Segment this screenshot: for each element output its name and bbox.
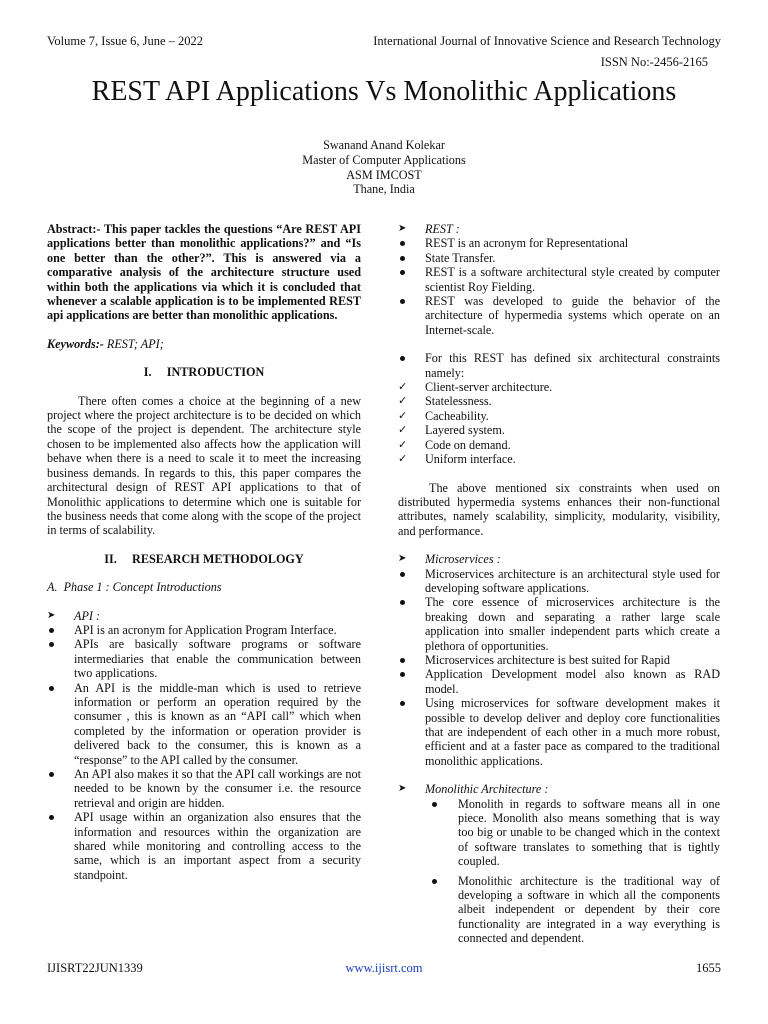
footer-page-number: 1655 (696, 961, 721, 975)
constraint-item (398, 438, 720, 452)
bullet-icon (47, 637, 67, 651)
subsection-phase-1: A. Phase 1 : Concept Introductions (47, 580, 222, 595)
keywords-label: Keywords:- (47, 336, 104, 351)
list-item (398, 351, 720, 380)
bullet-icon (430, 797, 450, 811)
list-item (398, 797, 720, 869)
constraint-text: Uniform interface. (425, 452, 516, 467)
list-item (398, 236, 720, 250)
footer-id: IJISRT22JUN1339 (47, 961, 143, 975)
author-location: Thane, India (353, 182, 415, 197)
list-item (398, 874, 720, 946)
constraint-item (398, 380, 720, 394)
constraint-item (398, 423, 720, 437)
list-item (47, 767, 361, 810)
list-item (47, 681, 361, 767)
bullet-icon (398, 667, 418, 681)
list-item-text: REST was developed to guide the behavior of the architecture of hypermedia systems which operate on an Internet-scale. (425, 294, 720, 337)
footer-url-link[interactable]: www.ijisrt.com (345, 961, 423, 975)
rest-heading-label: REST : (425, 222, 460, 236)
list-item (398, 595, 720, 653)
list-item-text: Using microservices for software development makes it possible to develop deliver and deploy core functionalities that are independent of each other in a much more robust, efficient and at a faster pace as compared to the traditional monolithic applications. (425, 696, 720, 768)
list-item-text: REST is a software architectural style created by computer scientist Roy Fielding. (425, 265, 720, 294)
list-item-text: The core essence of microservices architecture is the breaking down and separating a rather large scale application into smaller independent parts which create a plethora of opportunities. (425, 595, 720, 653)
keywords-value: REST; API; (106, 336, 164, 351)
list-item (47, 623, 361, 637)
constraint-text: Cacheability. (425, 408, 489, 423)
bullet-icon (398, 653, 418, 667)
bullet-icon (398, 595, 418, 609)
author-institute: ASM IMCOST (346, 167, 422, 182)
api-heading-label: API : (74, 608, 101, 623)
author-block (0, 138, 768, 197)
list-item (398, 567, 720, 596)
check-icon: ✓ (398, 452, 408, 466)
abstract (47, 222, 361, 323)
bullet-icon (398, 294, 418, 308)
list-item (398, 294, 720, 337)
list-item (398, 696, 720, 768)
right-column (398, 222, 720, 946)
constraint-text: Client-server architecture. (425, 380, 553, 395)
monolithic-heading (398, 782, 720, 796)
list-item-text: Monolithic architecture is the traditional way of developing a software in which all the components albeit independent or dependent by their core functionality are integrated in a way everything is connected and dependent. (458, 873, 720, 946)
monolithic-sublist (398, 797, 720, 946)
bullet-icon (398, 351, 418, 365)
api-heading (47, 609, 361, 623)
header-volume: Volume 7, Issue 6, June – 2022 (47, 34, 204, 48)
microservices-heading (398, 552, 720, 566)
arrow-icon: ➤ (47, 609, 56, 621)
constraint-item (398, 394, 720, 408)
header-issn: ISSN No:-2456-2165 (600, 55, 708, 69)
intro-paragraph: There often comes a choice at the beginning of a new project where the project architecture is to be decided on which the scope of the project is dependent. The architecture style chosen to be implemented also affects how the application will behave when there is a need to scale it to meet the increasing business demands. In regards to this, this paper compares the architectural design of REST API applications to that of Monolithic applications to determine which one is suitable for the business needs that come along with the scope of the project in terms of scalability. (47, 393, 361, 538)
keywords (47, 337, 361, 351)
microservices-list (398, 552, 720, 768)
abstract-text: This paper tackles the questions “Are REST API applications better than monolithic applications?” and “Is one better than the other?”. This is answered via a comparative analysis of the architecture structure used within both the applications via which it is concluded that whenever a scalable application is to be implemented REST api applications are better than monolithic applications. (47, 222, 361, 323)
section-heading-methodology: II. RESEARCH METHODOLOGY (104, 551, 304, 566)
section-heading-introduction: I. INTRODUCTION (143, 365, 265, 380)
list-item (398, 251, 720, 265)
footer-url (0, 961, 768, 976)
api-list (47, 609, 361, 883)
bullet-icon (398, 567, 418, 581)
arrow-icon: ➤ (398, 783, 407, 795)
list-item-text: API is an acronym for Application Program Interface. (74, 622, 337, 637)
list-item-text: Microservices architecture is best suited for Rapid (425, 652, 671, 667)
author-degree: Master of Computer Applications (302, 152, 466, 167)
rest-list (398, 222, 720, 337)
abstract-label: Abstract:- (47, 222, 101, 236)
list-item-text: For this REST has defined six architectural constraints namely: (425, 351, 720, 380)
list-item (398, 653, 720, 667)
list-item (398, 265, 720, 294)
bullet-icon (47, 767, 67, 781)
left-column (47, 222, 361, 882)
author-name: Swanand Anand Kolekar (323, 138, 445, 152)
constraint-text: Layered system. (425, 423, 505, 438)
bullet-icon (430, 874, 450, 888)
check-icon: ✓ (398, 437, 408, 451)
arrow-icon: ➤ (398, 553, 407, 565)
list-item-text: Microservices architecture is an architectural style used for developing software applications. (425, 566, 720, 595)
arrow-icon: ➤ (398, 223, 407, 234)
monolithic-heading-label: Monolithic Architecture : (425, 782, 549, 797)
rest-summary-paragraph: The above mentioned six constraints when used on distributed hypermedia systems enhances their non-functional attributes, namely scalability, simplicity, modularity, visibility, and performance. (398, 480, 720, 538)
list-item (398, 667, 720, 696)
bullet-icon (398, 251, 418, 265)
check-icon: ✓ (398, 380, 408, 394)
check-icon: ✓ (398, 394, 408, 408)
bullet-icon (398, 696, 418, 710)
check-icon: ✓ (398, 423, 408, 437)
bullet-icon (398, 265, 418, 279)
list-item-text: Monolith in regards to software means all in one piece. Monolith also means something that is way too big or unable to be changed which in the context of software translates to something that is tightly coupled. (458, 796, 720, 869)
bullet-icon (47, 681, 67, 695)
monolithic-list (398, 782, 720, 796)
list-item (47, 810, 361, 882)
paper-title: REST API Applications Vs Monolithic Applications (91, 76, 677, 107)
list-item-text: State Transfer. (425, 250, 496, 265)
list-item-text: API usage within an organization also ensures that the information and resources within the organization are shared while monitoring and controlling access to the same, which is an important aspect from a security standpoint. (74, 810, 361, 882)
constraint-text: Statelessness. (425, 394, 492, 409)
list-item-text: REST is an acronym for Representational (425, 236, 629, 251)
rest-constraints-list (398, 351, 720, 466)
constraint-item (398, 409, 720, 423)
list-item-text: An API also makes it so that the API call workings are not needed to be known by the consumer i.e. the resource retrieval and origin are hidden. (74, 767, 361, 810)
list-item-text: An API is the middle-man which is used to retrieve information or perform an operation required by the consumer , this is known as an “API call” which when completed by the information or operation provider is delivered back to the consumer, this is known as a “response” to the API called by the consumer. (74, 680, 361, 767)
microservices-heading-label: Microservices : (425, 552, 501, 567)
rest-heading (398, 222, 720, 236)
constraint-item (398, 452, 720, 466)
list-item-text: APIs are basically software programs or software intermediaries that enable the communication between two applications. (74, 637, 361, 681)
constraint-text: Code on demand. (425, 437, 511, 452)
check-icon: ✓ (398, 408, 408, 422)
bullet-icon (47, 810, 67, 824)
bullet-icon (398, 236, 418, 250)
list-item (47, 637, 361, 680)
list-item-text: Application Development model also known as RAD model. (425, 667, 720, 696)
header-journal: International Journal of Innovative Science and Research Technology (373, 34, 721, 48)
bullet-icon (47, 623, 67, 637)
